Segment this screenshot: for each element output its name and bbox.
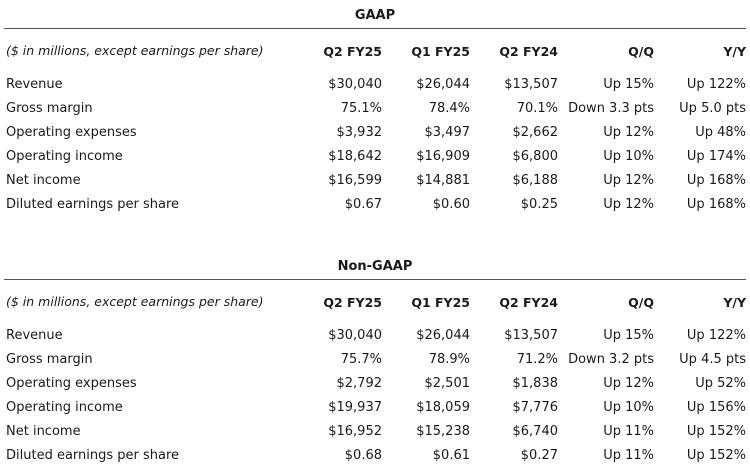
non-gaap-cell: $7,776 xyxy=(512,400,558,415)
non-gaap-row-label: Net income xyxy=(6,424,81,439)
non-gaap-cell: Up 15% xyxy=(603,328,654,343)
non-gaap-cell: Up 11% xyxy=(603,424,654,439)
gaap-table-row xyxy=(4,97,746,121)
non-gaap-cell: $6,740 xyxy=(512,424,558,439)
non-gaap-cell: $26,044 xyxy=(416,328,470,343)
gaap-col-yy: Y/Y xyxy=(723,43,746,59)
gaap-rows xyxy=(4,73,746,217)
non-gaap-col-yy: Y/Y xyxy=(723,294,746,310)
gaap-cell: Up 48% xyxy=(695,125,746,140)
non-gaap-col-q1-fy25: Q1 FY25 xyxy=(411,294,470,310)
gaap-cell: Up 12% xyxy=(603,173,654,188)
gaap-cell: $6,800 xyxy=(512,149,558,164)
gaap-row-label: Operating income xyxy=(6,149,123,164)
gaap-row-label: Operating expenses xyxy=(6,125,137,140)
gaap-row-label: Revenue xyxy=(6,77,63,92)
non-gaap-table-row xyxy=(4,372,746,396)
gaap-table xyxy=(4,29,746,217)
gaap-cell: Down 3.3 pts xyxy=(568,101,654,116)
gaap-cell: $0.25 xyxy=(520,197,558,212)
section-spacer xyxy=(0,217,750,251)
non-gaap-table-row xyxy=(4,396,746,420)
gaap-units-label: ($ in millions, except earnings per share) xyxy=(6,43,264,58)
non-gaap-cell: $0.61 xyxy=(432,448,470,463)
non-gaap-cell: $2,792 xyxy=(336,376,382,391)
gaap-cell: Up 174% xyxy=(686,149,746,164)
gaap-row-label: Diluted earnings per share xyxy=(6,197,180,212)
non-gaap-row-label: Operating expenses xyxy=(6,376,137,391)
gaap-table-row xyxy=(4,121,746,145)
non-gaap-cell: Up 152% xyxy=(686,424,746,439)
non-gaap-cell: $19,937 xyxy=(328,400,382,415)
non-gaap-cell: 75.7% xyxy=(340,352,382,367)
gaap-cell: Up 12% xyxy=(603,197,654,212)
non-gaap-cell: $16,952 xyxy=(328,424,382,439)
non-gaap-cell: 71.2% xyxy=(516,352,558,367)
non-gaap-rows xyxy=(4,324,746,468)
gaap-cell: $2,662 xyxy=(512,125,558,140)
non-gaap-header-row xyxy=(4,280,746,324)
gaap-cell: Up 5.0 pts xyxy=(679,101,746,116)
non-gaap-section-title: Non-GAAP xyxy=(4,251,746,280)
non-gaap-cell: Up 4.5 pts xyxy=(679,352,746,367)
gaap-cell: Up 168% xyxy=(686,173,746,188)
gaap-section xyxy=(0,0,750,217)
gaap-cell: $30,040 xyxy=(328,77,382,92)
non-gaap-cell: $30,040 xyxy=(328,328,382,343)
non-gaap-col-q2-fy25: Q2 FY25 xyxy=(323,294,382,310)
gaap-cell: 70.1% xyxy=(516,101,558,116)
non-gaap-cell: $15,238 xyxy=(416,424,470,439)
non-gaap-table-row xyxy=(4,348,746,372)
gaap-cell: $0.60 xyxy=(432,197,470,212)
gaap-cell: $14,881 xyxy=(416,173,470,188)
gaap-row-label: Net income xyxy=(6,173,81,188)
gaap-cell: $16,599 xyxy=(328,173,382,188)
non-gaap-row-label: Gross margin xyxy=(6,352,93,367)
non-gaap-table-row xyxy=(4,324,746,348)
gaap-cell: $0.67 xyxy=(344,197,382,212)
non-gaap-table-row xyxy=(4,420,746,444)
non-gaap-section xyxy=(0,251,750,468)
gaap-table-row xyxy=(4,169,746,193)
non-gaap-cell: Up 52% xyxy=(695,376,746,391)
gaap-col-q2-fy24: Q2 FY24 xyxy=(499,43,558,59)
non-gaap-table-row xyxy=(4,444,746,468)
non-gaap-col-qq: Q/Q xyxy=(628,294,654,310)
gaap-cell: Up 122% xyxy=(686,77,746,92)
gaap-cell: Up 10% xyxy=(603,149,654,164)
gaap-section-title: GAAP xyxy=(4,0,746,29)
gaap-cell: 75.1% xyxy=(340,101,382,116)
non-gaap-cell: Up 122% xyxy=(686,328,746,343)
non-gaap-cell: $1,838 xyxy=(512,376,558,391)
non-gaap-cell: $0.27 xyxy=(520,448,558,463)
gaap-cell: $6,188 xyxy=(512,173,558,188)
non-gaap-cell: $18,059 xyxy=(416,400,470,415)
gaap-col-qq: Q/Q xyxy=(628,43,654,59)
gaap-col-q2-fy25: Q2 FY25 xyxy=(323,43,382,59)
non-gaap-cell: Down 3.2 pts xyxy=(568,352,654,367)
non-gaap-cell: Up 10% xyxy=(603,400,654,415)
non-gaap-row-label: Diluted earnings per share xyxy=(6,448,180,463)
gaap-row-label: Gross margin xyxy=(6,101,93,116)
gaap-table-row xyxy=(4,145,746,169)
non-gaap-cell: Up 156% xyxy=(686,400,746,415)
non-gaap-cell: $13,507 xyxy=(504,328,558,343)
non-gaap-table xyxy=(4,280,746,468)
gaap-cell: $18,642 xyxy=(328,149,382,164)
non-gaap-cell: Up 11% xyxy=(603,448,654,463)
non-gaap-units-label: ($ in millions, except earnings per share) xyxy=(6,294,264,309)
non-gaap-cell: $0.68 xyxy=(344,448,382,463)
non-gaap-cell: Up 152% xyxy=(686,448,746,463)
gaap-table-row xyxy=(4,193,746,217)
non-gaap-row-label: Revenue xyxy=(6,328,63,343)
non-gaap-row-label: Operating income xyxy=(6,400,123,415)
gaap-cell: Up 12% xyxy=(603,125,654,140)
gaap-header-row xyxy=(4,29,746,73)
gaap-cell: $3,497 xyxy=(424,125,470,140)
non-gaap-cell: 78.9% xyxy=(428,352,470,367)
non-gaap-cell: $2,501 xyxy=(424,376,470,391)
gaap-cell: $26,044 xyxy=(416,77,470,92)
gaap-cell: 78.4% xyxy=(428,101,470,116)
gaap-cell: $16,909 xyxy=(416,149,470,164)
gaap-cell: $13,507 xyxy=(504,77,558,92)
gaap-cell: Up 15% xyxy=(603,77,654,92)
gaap-cell: Up 168% xyxy=(686,197,746,212)
gaap-col-q1-fy25: Q1 FY25 xyxy=(411,43,470,59)
non-gaap-col-q2-fy24: Q2 FY24 xyxy=(499,294,558,310)
gaap-table-row xyxy=(4,73,746,97)
non-gaap-cell: Up 12% xyxy=(603,376,654,391)
gaap-cell: $3,932 xyxy=(336,125,382,140)
